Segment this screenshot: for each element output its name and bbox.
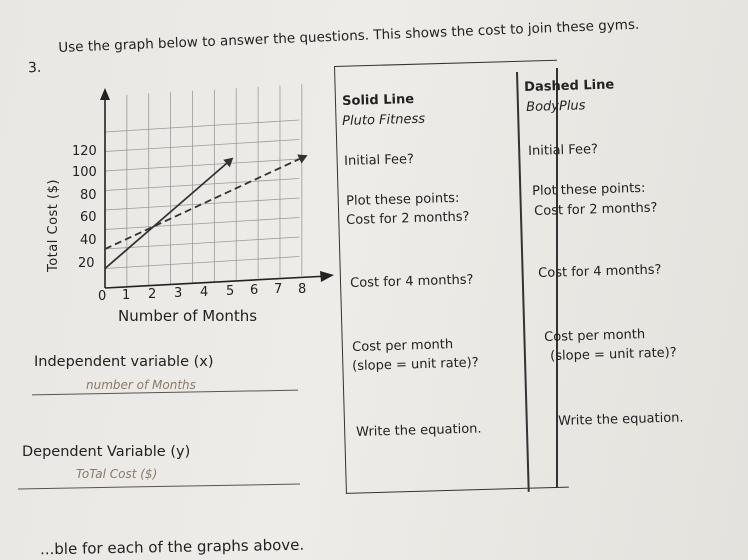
grid-horizontal-line: [105, 159, 299, 171]
x-axis-label: Number of Months: [118, 307, 258, 325]
x-tick-1: 1: [122, 288, 131, 303]
grid-horizontal-line: [105, 198, 299, 210]
solid-cost-per-month: Cost per month: [352, 337, 454, 355]
dashed-plot-points: Plot these points:: [532, 180, 646, 199]
dashed-cost-2-months: Cost for 2 months?: [534, 200, 658, 219]
footer-instruction: ...ble for each of the graphs above.: [39, 535, 305, 559]
y-tick-80: 80: [80, 188, 97, 203]
dashed-write-equation: Write the equation.: [558, 410, 684, 429]
y-axis-arrow-icon: [100, 88, 110, 100]
grid-horizontal-line: [105, 257, 299, 269]
solid-plot-points: Plot these points:: [346, 190, 460, 209]
solid-cost-4-months: Cost for 4 months?: [350, 272, 474, 291]
graph-grid: [105, 84, 302, 288]
dependent-answer: ToTal Cost ($): [76, 467, 158, 481]
x-tick-8: 8: [298, 282, 307, 297]
dashed-header: Dashed Line: [524, 77, 615, 95]
solid-slope: (slope = unit rate)?: [352, 355, 479, 374]
dashed-cost-per-month: Cost per month: [544, 327, 646, 345]
dashed-gym-name: BodyPlus: [526, 98, 586, 115]
x-tick-3: 3: [174, 286, 183, 301]
x-axis-arrow-icon: [320, 271, 334, 282]
solid-cost-2-months: Cost for 2 months?: [346, 209, 470, 228]
solid-line-series: [105, 164, 227, 269]
grid-horizontal-line: [105, 120, 299, 132]
x-tick-7: 7: [274, 282, 283, 297]
x-tick-6: 6: [250, 283, 259, 298]
x-tick-0: 0: [98, 289, 107, 304]
y-tick-120: 120: [72, 144, 97, 159]
x-tick-2: 2: [148, 287, 157, 302]
question-prompt: Use the graph below to answer the questions. This shows the cost to join these gyms.: [58, 16, 640, 56]
dashed-slope: (slope = unit rate)?: [550, 345, 677, 364]
question-number: 3.: [27, 59, 42, 77]
x-tick-5: 5: [226, 284, 235, 299]
solid-write-equation: Write the equation.: [356, 421, 482, 440]
solid-initial-fee: Initial Fee?: [344, 152, 415, 169]
grid-horizontal-line: [105, 140, 299, 152]
solid-gym-name: Pluto Fitness: [342, 111, 426, 129]
y-tick-60: 60: [80, 210, 97, 225]
y-axis-label: Total Cost ($): [46, 179, 61, 272]
x-tick-4: 4: [200, 285, 209, 300]
grid-horizontal-line: [105, 218, 299, 230]
y-tick-20: 20: [78, 256, 95, 271]
x-axis: [105, 276, 328, 288]
y-tick-40: 40: [80, 233, 97, 248]
dashed-initial-fee: Initial Fee?: [528, 142, 599, 159]
solid-header: Solid Line: [342, 91, 415, 109]
independent-answer: number of Months: [86, 378, 196, 392]
y-tick-100: 100: [72, 165, 97, 180]
independent-variable-label: Independent variable (x): [34, 354, 214, 370]
dashed-cost-4-months: Cost for 4 months?: [538, 262, 662, 281]
series-lines: [105, 154, 308, 268]
dependent-variable-label: Dependent Variable (y): [22, 444, 191, 460]
